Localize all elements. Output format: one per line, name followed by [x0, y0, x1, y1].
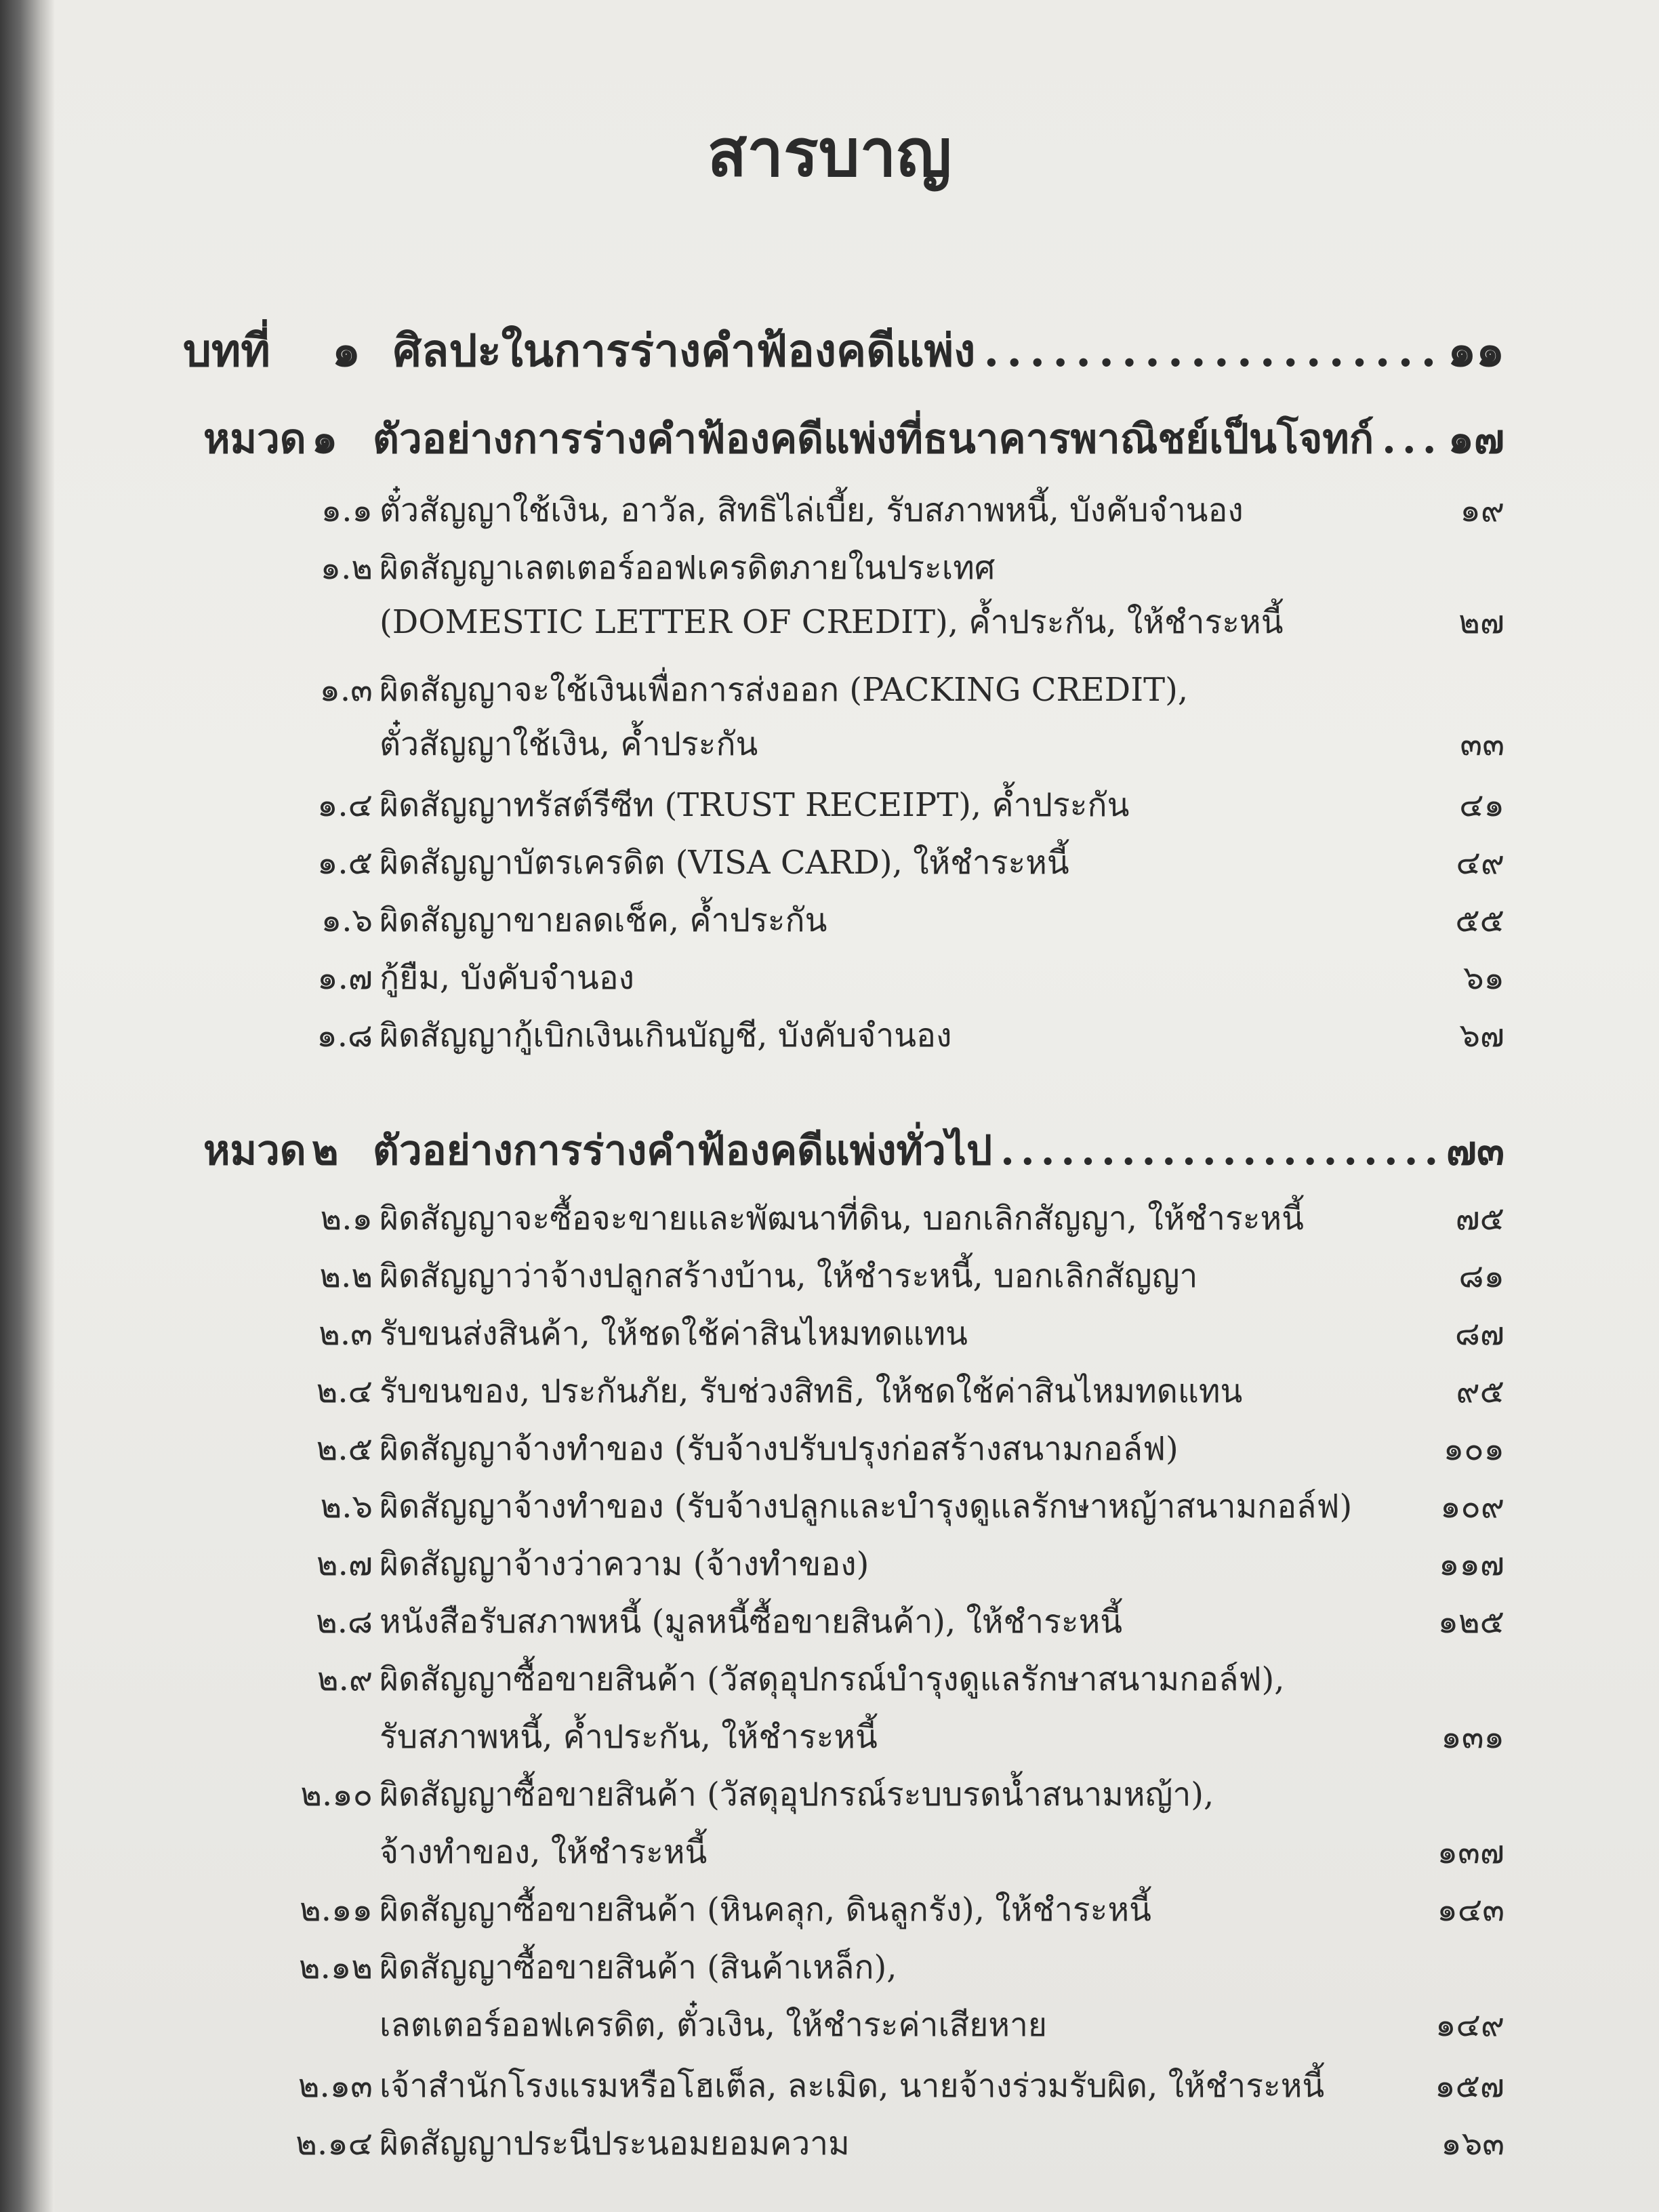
toc-item-text: ผิดสัญญาบัตรเครดิต (VISA CARD), ให้ชำระหนี้	[380, 844, 1069, 882]
toc-item-number: ๒.๒	[319, 1257, 373, 1295]
toc-item-text: เจ้าสำนักโรงแรมหรือโฮเต็ล, ละเมิด, นายจ้างร่วมรับผิด, ให้ชำระหนี้	[380, 2067, 1325, 2105]
toc-item-page: ๑๐๑	[1443, 1430, 1504, 1468]
toc-item-number: ๑.๘	[316, 1017, 373, 1054]
toc-item-number: ๑.๗	[317, 959, 373, 997]
toc-item-number: ๒.๑๔	[295, 2125, 373, 2163]
section-label: หมวด	[203, 1127, 306, 1174]
toc-item-text: หนังสือรับสภาพหนี้ (มูลหนี้ซื้อขายสินค้า), ให้ชำระหนี้	[380, 1603, 1123, 1641]
toc-item-page: ๑๕๗	[1435, 2067, 1504, 2105]
toc-item-text: ผิดสัญญาขายลดเช็ค, ค้ำประกัน	[380, 901, 827, 939]
toc-item-text: ผิดสัญญากู้เบิกเงินเกินบัญชี, บังคับจำนอง	[380, 1017, 952, 1054]
toc-item-number: ๒.๔	[316, 1372, 373, 1410]
toc-item-number: ๒.๕	[316, 1430, 373, 1468]
toc-item-page: ๖๗	[1459, 1017, 1504, 1054]
section-title: ตัวอย่างการร่างคำฟ้องคดีแพ่งทั่วไป	[373, 1127, 993, 1174]
toc-item-text: ผิดสัญญาซื้อขายสินค้า (วัสดุอุปกรณ์บำรุงดูแลรักษาสนามกอล์ฟ),	[380, 1660, 1285, 1698]
section-title: ตัวอย่างการร่างคำฟ้องคดีแพ่งที่ธนาคารพาณิชย์เป็นโจทก์	[373, 415, 1374, 463]
toc-item-number: ๑.๖	[321, 901, 373, 939]
section-label: หมวด	[203, 415, 306, 463]
toc-item-text: จ้างทำของ, ให้ชำระหนี้	[380, 1833, 708, 1871]
toc-item-text: รับขนของ, ประกันภัย, รับช่วงสิทธิ, ให้ชดใช้ค่าสินไหมทดแทน	[380, 1372, 1243, 1410]
toc-item-page: ๘๑	[1458, 1257, 1504, 1295]
toc-chapter-entry	[183, 315, 1504, 386]
toc-item-page: ๑๐๙	[1440, 1488, 1504, 1525]
toc-item-text: ผิดสัญญาจ้างว่าความ (จ้างทำของ)	[380, 1545, 869, 1583]
toc-item-text: ผิดสัญญาซื้อขายสินค้า (สินค้าเหล็ก),	[380, 1948, 897, 1986]
toc-item-text: ผิดสัญญาเลตเตอร์ออฟเครดิตภายในประเทศ	[380, 549, 996, 587]
toc-item-page: ๗๕	[1455, 1200, 1504, 1237]
toc-item-page: ๔๙	[1456, 844, 1504, 882]
section-number: ๒	[312, 1127, 339, 1174]
chapter-page: ๑๑	[1448, 324, 1504, 377]
toc-item-number: ๒.๑๐	[300, 1776, 373, 1814]
toc-item-text: (DOMESTIC LETTER OF CREDIT), ค้ำประกัน, ให้ชำระหนี้	[380, 603, 1284, 641]
toc-item-page: ๑๒๕	[1437, 1603, 1504, 1641]
toc-item-text: ผิดสัญญาจ้างทำของ (รับจ้างปลูกและบำรุงดูแลรักษาหญ้าสนามกอล์ฟ)	[380, 1488, 1353, 1525]
toc-item-text: ผิดสัญญาจ้างทำของ (รับจ้างปรับปรุงก่อสร้างสนามกอล์ฟ)	[380, 1430, 1179, 1468]
toc-item-page: ๑๔๓	[1437, 1891, 1504, 1929]
toc-item-number: ๒.๑๓	[298, 2067, 373, 2105]
toc-item-number: ๒.๑	[320, 1200, 373, 1237]
toc-item-page: ๘๗	[1454, 1315, 1504, 1353]
toc-item-number: ๒.๙	[316, 1660, 373, 1698]
toc-item-page: ๔๑	[1459, 786, 1504, 824]
toc-item-number: ๒.๖	[320, 1488, 373, 1525]
toc-item-text: ผิดสัญญาจะใช้เงินเพื่อการส่งออก (PACKING CREDIT),	[380, 671, 1189, 709]
toc-item-page: ๑๔๙	[1435, 2006, 1504, 2044]
toc-item-page: ๙๕	[1456, 1372, 1504, 1410]
toc-item-number: ๒.๑๑	[300, 1891, 373, 1929]
leader-dots	[1000, 1127, 1438, 1174]
toc-item-number: ๑.๑	[321, 491, 373, 529]
page-title: สารบาญ	[707, 115, 952, 191]
leader-dots	[1382, 415, 1440, 463]
toc-item-number: ๒.๗	[316, 1545, 373, 1583]
toc-item-page: ๖๑	[1463, 959, 1504, 997]
toc-item-text: รับขนส่งสินค้า, ให้ชดใช้ค่าสินไหมทดแทน	[380, 1315, 968, 1353]
toc-item-page: ๑๓๗	[1437, 1833, 1504, 1871]
toc-item-number: ๒.๘	[316, 1603, 373, 1641]
toc-item-text: ผิดสัญญาซื้อขายสินค้า (หินคลุก, ดินลูกรัง), ให้ชำระหนี้	[380, 1891, 1151, 1929]
toc-item-page: ๑๑๗	[1438, 1545, 1504, 1583]
section-page: ๑๗	[1448, 415, 1504, 463]
toc-item-number: ๑.๒	[320, 549, 373, 587]
leader-dots	[983, 324, 1439, 377]
toc-item-text: รับสภาพหนี้, ค้ำประกัน, ให้ชำระหนี้	[380, 1718, 878, 1756]
toc-section-entry	[203, 407, 1504, 471]
toc-item-text: เลตเตอร์ออฟเครดิต, ตั๋วเงิน, ให้ชำระค่าเสียหาย	[380, 2006, 1048, 2044]
chapter-label: บทที่	[183, 324, 270, 377]
toc-item-text: ผิดสัญญาว่าจ้างปลูกสร้างบ้าน, ให้ชำระหนี้, บอกเลิกสัญญา	[380, 1257, 1198, 1295]
toc-item-text: ผิดสัญญาซื้อขายสินค้า (วัสดุอุปกรณ์ระบบรดน้ำสนามหญ้า),	[380, 1776, 1214, 1814]
toc-item-number: ๒.๑๒	[298, 1948, 373, 1986]
toc-item-number: ๑.๔	[316, 786, 373, 824]
toc-item-number: ๑.๓	[319, 671, 373, 709]
chapter-number: ๑	[332, 324, 361, 377]
toc-item-text: กู้ยืม, บังคับจำนอง	[380, 959, 634, 997]
toc-item-text: ตั๋วสัญญาใช้เงิน, อาวัล, สิทธิไล่เบี้ย, รับสภาพหนี้, บังคับจำนอง	[380, 491, 1244, 529]
toc-item-number: ๒.๓	[319, 1315, 373, 1353]
section-number: ๑	[312, 415, 338, 463]
toc-section-entry	[203, 1118, 1504, 1183]
section-page: ๗๓	[1446, 1127, 1504, 1174]
toc-item-page: ๑๖๓	[1441, 2125, 1504, 2163]
book-spine-shadow	[0, 0, 54, 2212]
toc-item-page: ๑๙	[1460, 491, 1504, 529]
toc-item-page: ๓๓	[1460, 725, 1504, 763]
toc-item-page: ๕๕	[1455, 901, 1504, 939]
toc-item-number: ๑.๕	[316, 844, 373, 882]
toc-item-text: ผิดสัญญาจะซื้อจะขายและพัฒนาที่ดิน, บอกเลิกสัญญา, ให้ชำระหนี้	[380, 1200, 1304, 1237]
chapter-title: ศิลปะในการร่างคำฟ้องคดีแพ่ง	[393, 324, 976, 377]
toc-item-text: ผิดสัญญาทรัสต์รีซีท (TRUST RECEIPT), ค้ำประกัน	[380, 786, 1130, 824]
toc-item-page: ๒๗	[1458, 603, 1504, 641]
toc-item-text: ผิดสัญญาประนีประนอมยอมความ	[380, 2125, 850, 2163]
toc-item-page: ๑๓๑	[1441, 1718, 1504, 1756]
toc-item-text: ตั๋วสัญญาใช้เงิน, ค้ำประกัน	[380, 725, 758, 763]
